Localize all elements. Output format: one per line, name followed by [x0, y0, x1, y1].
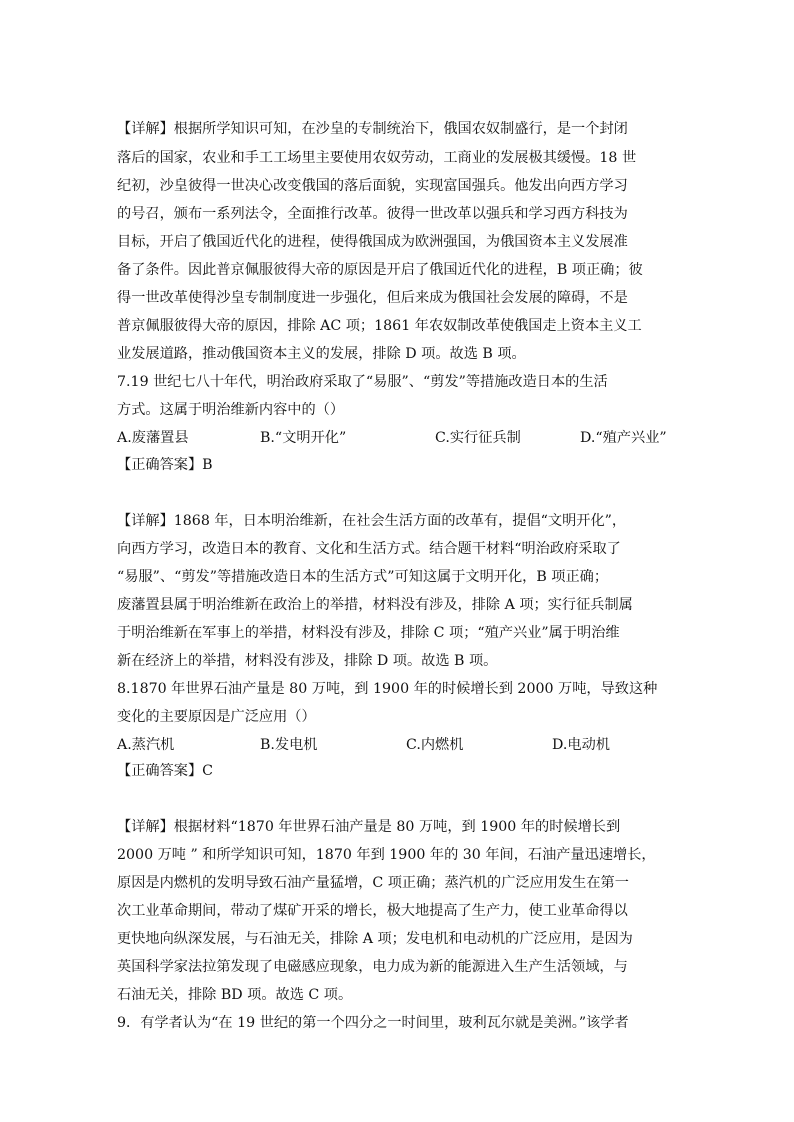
explanation-line: 普京佩服彼得大帝的原因，排除 AC 项；1861 年农奴制改革使俄国走上资本主义工	[117, 318, 642, 334]
q8-option-a: A.蒸汽机	[117, 737, 175, 753]
q8-explanation-line: 【详解】根据材料“1870 年世界石油产量是 80 万吨，到 1900 年的时候增长到	[117, 819, 621, 835]
q8-option-d: D.电动机	[552, 737, 610, 753]
q7-explanation-line: 于明治维新在军事上的举措，材料没有涉及，排除 C 项；“殖产兴业”属于明治维	[117, 625, 620, 641]
explanation-line: 落后的国家，农业和手工工场里主要使用农奴劳动，工商业的发展极其缓慢。18 世	[117, 150, 637, 166]
q8-explanation-line: 次工业革命期间，带动了煤矿开采的增长，极大地提高了生产力，使工业革命得以	[117, 903, 628, 919]
q8-explanation-line: 英国科学家法拉第发现了电磁感应现象，电力成为新的能源进入生产生活领域，与	[117, 959, 628, 975]
q7-explanation-line: 新在经济上的举措，材料没有涉及，排除 D 项。故选 B 项。	[117, 653, 498, 669]
q8-option-c: C.内燃机	[406, 737, 464, 753]
question-9-stem: 9．有学者认为“在 19 世纪的第一个四分之一时间里，玻利瓦尔就是美洲。”该学者	[117, 1015, 629, 1031]
q8-option-b: B.发电机	[260, 737, 318, 753]
q7-option-b: B.“文明开化”	[260, 430, 347, 446]
question-8-stem: 8.1870 年世界石油产量是 80 万吨，到 1900 年的时候增长到 2000 万吨，导致这种	[117, 681, 658, 697]
q8-answer: 【正确答案】C	[117, 763, 213, 779]
q8-explanation-line: 更快地向纵深发展，与石油无关，排除 A 项；发电机和电动机的广泛应用，是因为	[117, 931, 633, 947]
explanation-line: 的号召，颁布一系列法令，全面推行改革。彼得一世改革以强兵和学习西方科技为	[117, 206, 628, 222]
explanation-line: 备了条件。因此普京佩服彼得大帝的原因是开启了俄国近代化的进程，B 项正确；彼	[117, 262, 643, 278]
q7-option-d: D.“殖产兴业”	[580, 430, 667, 446]
explanation-line: 纪初，沙皇彼得一世决心改变俄国的落后面貌，实现富国强兵。他发出向西方学习	[117, 178, 628, 194]
q7-option-a: A.废藩置县	[117, 430, 189, 446]
explanation-line: 业发展道路，推动俄国资本主义的发展，排除 D 项。故选 B 项。	[117, 346, 526, 362]
explanation-line: 得一世改革使得沙皇专制制度进一步强化，但后来成为俄国社会发展的障碍，不是	[117, 290, 628, 306]
q7-explanation-line: 向西方学习，改造日本的教育、文化和生活方式。结合题干材料“明治政府采取了	[117, 541, 621, 557]
question-8-stem: 变化的主要原因是广泛应用（）	[117, 709, 316, 725]
question-7-stem: 7.19 世纪七八十年代，明治政府采取了“易服”、“剪发”等措施改造日本的生活	[117, 374, 608, 390]
q7-option-c: C.实行征兵制	[435, 430, 521, 446]
q7-explanation-line: “易服”、“剪发”等措施改造日本的生活方式”可知这属于文明开化，B 项正确；	[117, 569, 609, 585]
q8-explanation-line: 2000 万吨 ” 和所学知识可知，1870 年到 1900 年的 30 年间，石油产量迅速增长，	[117, 847, 656, 863]
q7-explanation-line: 废藩置县属于明治维新在政治上的举措，材料没有涉及，排除 A 项；实行征兵制属	[117, 597, 633, 613]
explanation-line: 【详解】根据所学知识可知，在沙皇的专制统治下，俄国农奴制盛行，是一个封闭	[117, 121, 628, 137]
q8-explanation-line: 原因是内燃机的发明导致石油产量猛增，C 项正确；蒸汽机的广泛应用发生在第一	[117, 875, 629, 891]
explanation-line: 目标，开启了俄国近代化的进程，使得俄国成为欧洲强国，为俄国资本主义发展准	[117, 234, 628, 250]
question-7-stem: 方式。这属于明治维新内容中的（）	[117, 402, 345, 418]
q7-answer: 【正确答案】B	[117, 457, 213, 473]
q8-explanation-line: 石油无关，排除 BD 项。故选 C 项。	[117, 987, 353, 1003]
q7-explanation-line: 【详解】1868 年，日本明治维新，在社会生活方面的改革有，提倡“文明开化”，	[117, 513, 627, 529]
